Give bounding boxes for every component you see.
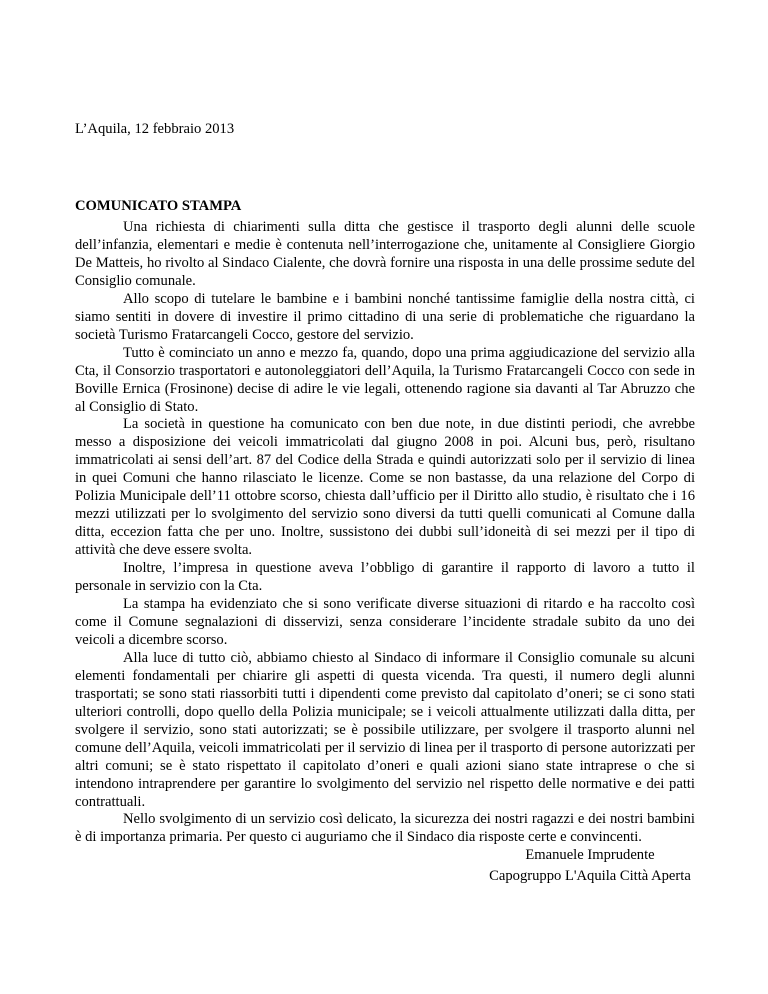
- body-paragraph: Allo scopo di tutelare le bambine e i bambini nonché tantissime famiglie della nostra città, ci siamo sentiti in dovere di investire il primo cittadino di una serie di problematiche che riguardano la società Turismo Fratarcangeli Cocco, gestore del servizio.: [75, 290, 695, 343]
- body-paragraph: La stampa ha evidenziato che si sono verificate diverse situazioni di ritardo e ha raccolto così come il Comune segnalazioni di disservizi, senza considerare l’incidente stradale subito da uno dei veicoli a dicembre scorso.: [75, 596, 695, 648]
- body-paragraph: Una richiesta di chiarimenti sulla ditta che gestisce il trasporto degli alunni delle scuole dell’infanzia, elementari e medie è contenuta nell’interrogazione che, unitamente al Consigliere Giorgio De Matteis, ho rivolto al Sindaco Cialente, che dovrà fornire una risposta in una delle prossime sedute del Consiglio comunale.: [75, 219, 695, 289]
- signatory-name: Emanuele Imprudente: [525, 847, 655, 863]
- body-paragraph: Nello svolgimento di un servizio così delicato, la sicurezza dei nostri ragazzi e dei nostri bambini è di importanza primaria. Per questo ci auguriamo che il Sindaco dia risposte certe e convincenti.: [75, 811, 695, 846]
- body-paragraph: Alla luce di tutto ciò, abbiamo chiesto al Sindaco di informare il Consiglio comunale su alcuni elementi fondamentali per chiarire gli aspetti di questa vicenda. Tra questi, il numero degli alunni trasportati; se sono stati riassorbiti tutti i dipendenti come previsto dal capitolato d’oneri; se ci sono stati ulteriori controlli, dopo quello della Polizia municipale; se i veicoli attualmente utilizzati dalla ditta, per svolgere il servizio, sono stati autorizzati; se è possibile utilizzare, per svolgere il trasporto alunni nel comune dell’Aquila, veicoli immatricolati per il servizio di linea per il trasporto di persone autorizzati per altri comuni; se è stato rispettato il capitolato d’oneri e quali azioni siano state intraprese o che si intendono intraprendere per garantire lo svolgimento del servizio nel rispetto delle normative e dei patti contrattuali.: [75, 649, 695, 810]
- body-paragraph: Tutto è cominciato un anno e mezzo fa, quando, dopo una prima aggiudicazione del servizio alla Cta, il Consorzio trasportatori e autonoleggiatori dell’Aquila, la Turismo Fratarcangeli Cocco con sede in Boville Ernica (Frosinone) decise di adire le vie legali, ottenendo ragione sia davanti al Tar Abruzzo che al Consiglio di Stato.: [75, 344, 695, 415]
- signature-block: [440, 845, 740, 887]
- date-line: L’Aquila, 12 febbraio 2013: [75, 121, 235, 137]
- signatory-role: Capogruppo L'Aquila Città Aperta: [489, 868, 691, 884]
- body-paragraph: La società in questione ha comunicato con ben due note, in due distinti periodi, che avrebbe messo a disposizione dei veicoli immatricolati dal giugno 2008 in poi. Alcuni bus, però, risultano immatricolati ai sensi dell’art. 87 del Codice della Strada e quindi autorizzati solo per il servizio di linea in quei Comuni che hanno rilasciato le licenze. Come se non bastasse, da una relazione del Corpo di Polizia Municipale dell’11 ottobre scorso, chiesta dall’ufficio per il Diritto allo studio, è risultato che i 16 mezzi utilizzati per lo svolgimento del servizio sono diversi da tutti quelli comunicati al Comune dalla ditta, eccezion fatta che per uno. Inoltre, sussistono dei dubbi sull’idoneità di sei mezzi per il tipo di attività che deve essere svolta.: [75, 416, 695, 559]
- press-release-title: COMUNICATO STAMPA: [75, 198, 242, 214]
- body-paragraph: Inoltre, l’impresa in questione aveva l’obbligo di garantire il rapporto di lavoro a tutto il personale in servizio con la Cta.: [75, 560, 695, 595]
- press-release-body: [75, 219, 695, 847]
